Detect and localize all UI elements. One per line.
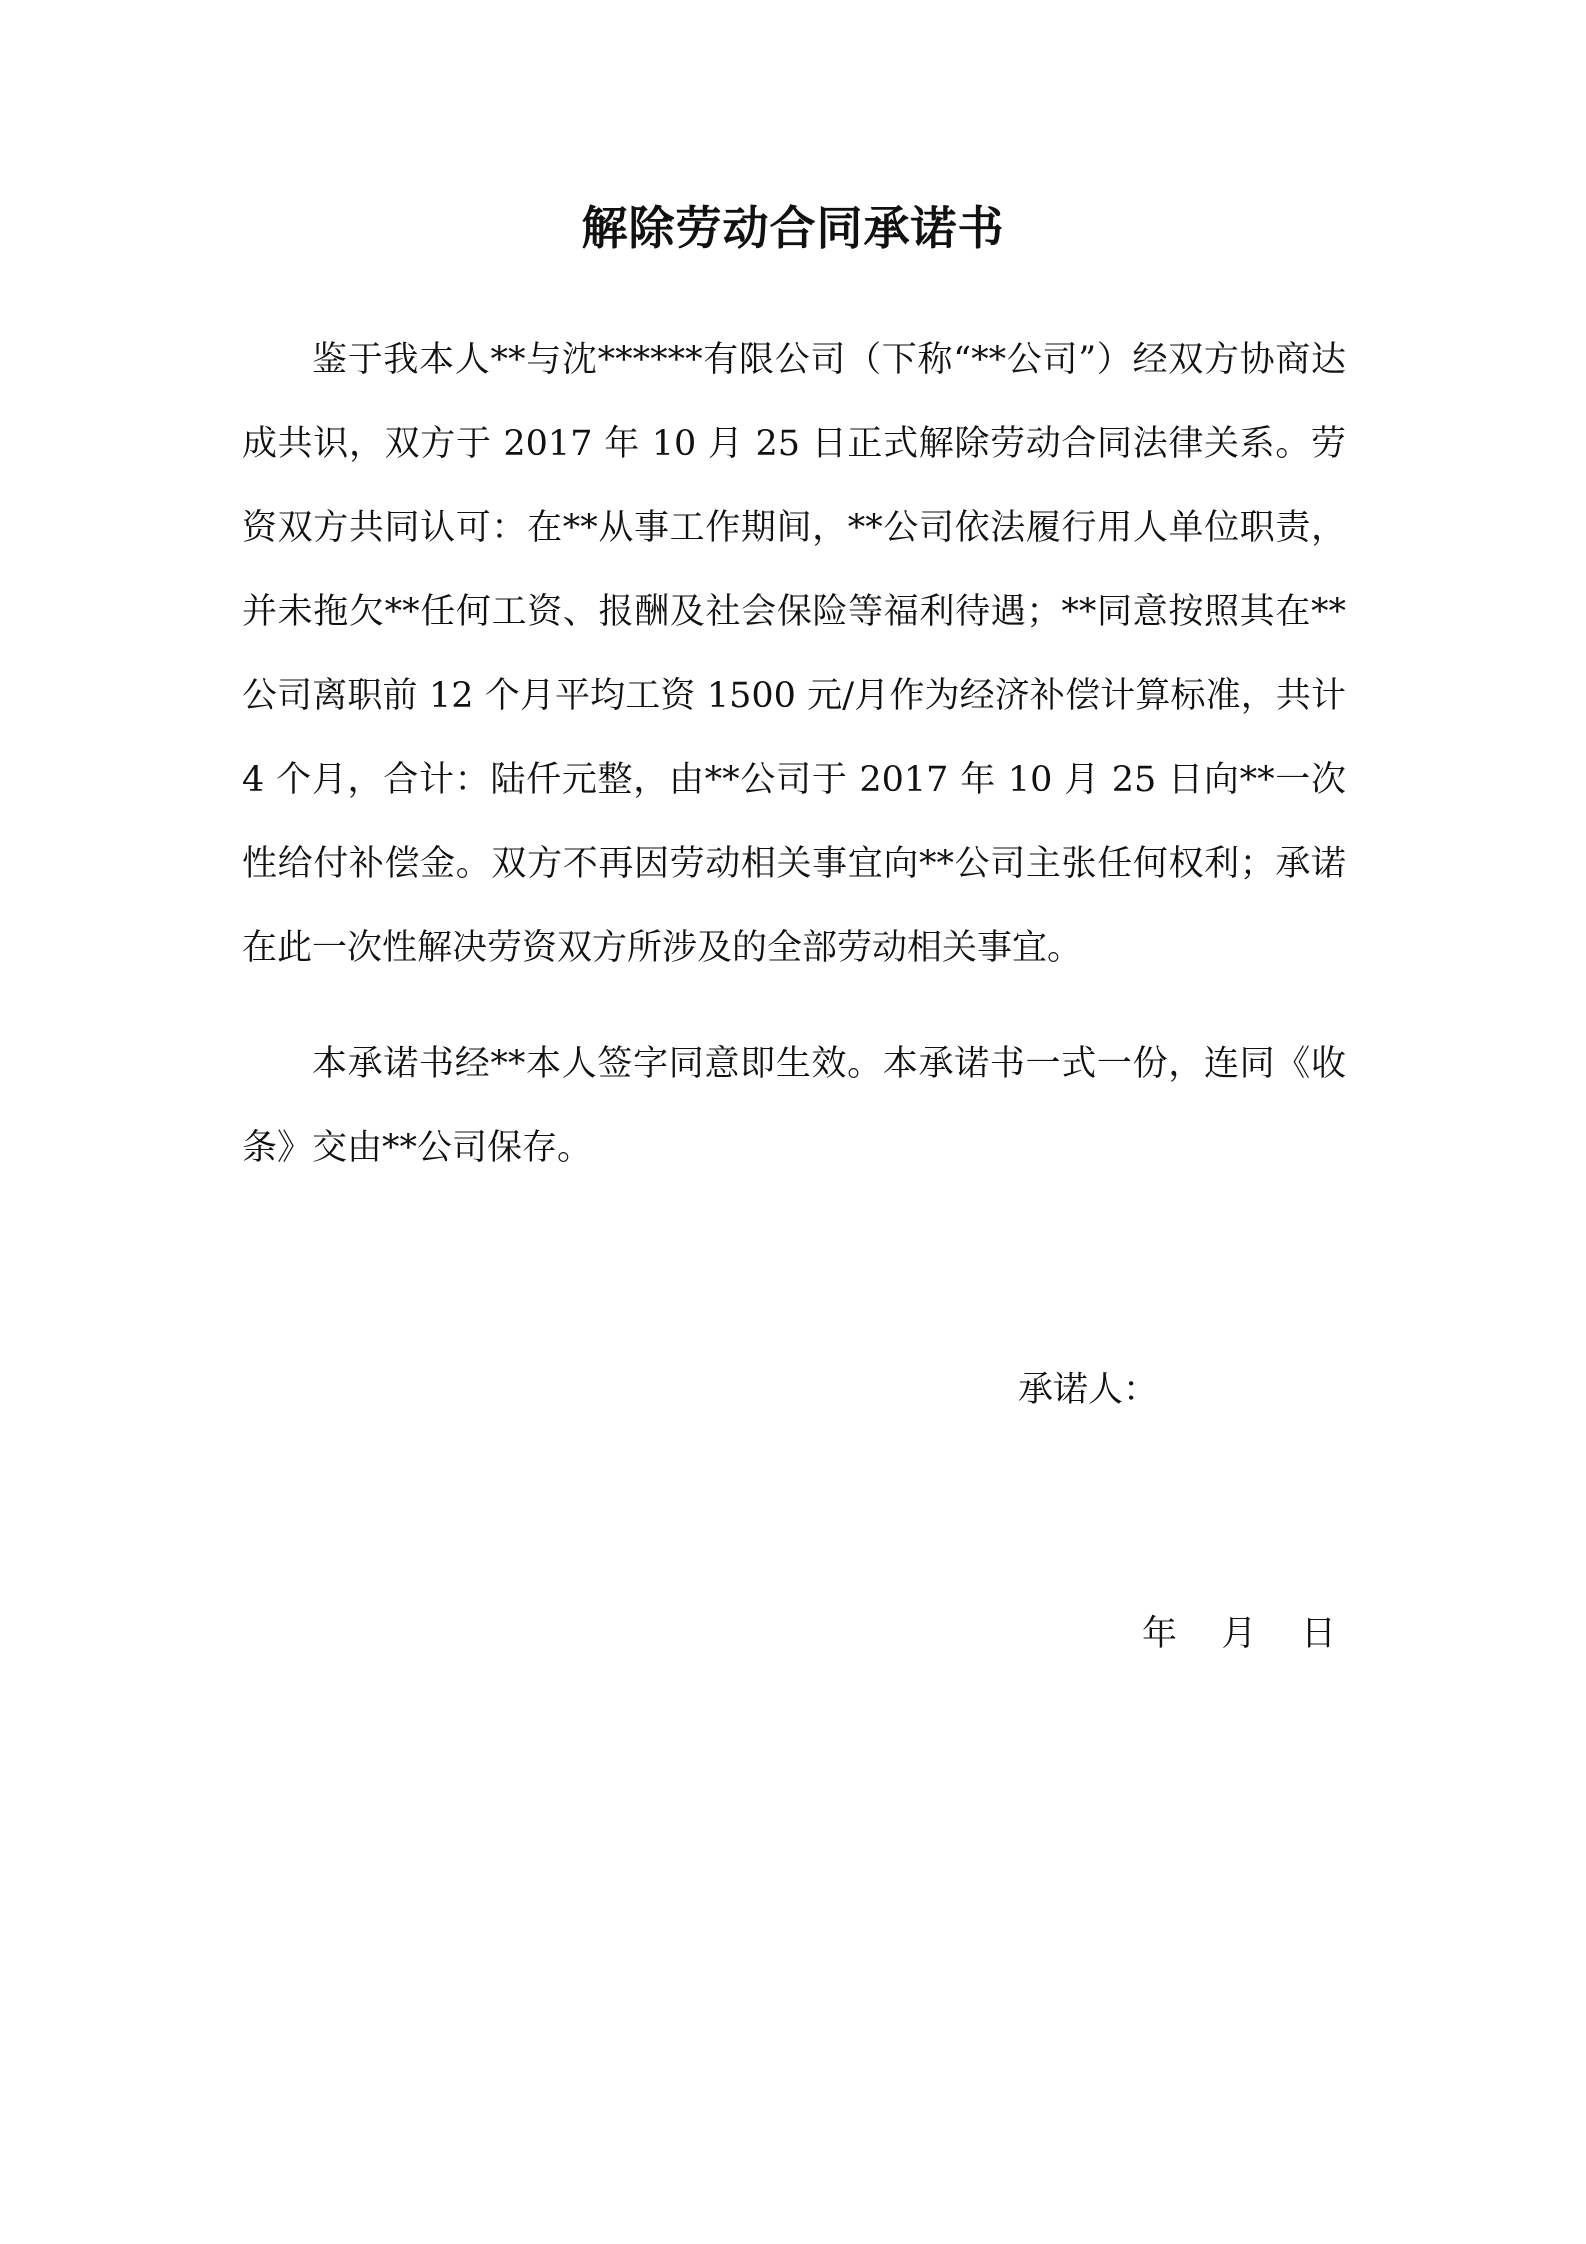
- document-title: 解除劳动合同承诺书: [581, 201, 1005, 255]
- date-line: 年 月 日: [1142, 1614, 1337, 1654]
- paragraph-main: 鉴于我本人**与沈******有限公司（下称“**公司”）经双方协商达成共识，双方于 2017 年 10 月 25 日正式解除劳动合同法律关系。劳资双方共同认可：在**从事工作期间，**公司依法履行用人单位职责，并未拖欠**任何工资、报酬及社会保险等福利待遇；**同意按照其在**公司离职前 12 个月平均工资 1500 元/月作为经济补偿计算标准，共计 4 个月，合计：陆仟元整，由**公司于 2017 年 10 月 25 日向**一次性给付补偿金。双方不再因劳动相关事宜向**公司主张任何权利；承诺在此一次性解决劳资双方所涉及的全部劳动相关事宜。: [242, 340, 1346, 968]
- paragraph-effect: 本承诺书经**本人签字同意即生效。本承诺书一式一份，连同《收条》交由**公司保存。: [242, 1044, 1346, 1168]
- signer-label: 承诺人：: [1018, 1370, 1159, 1410]
